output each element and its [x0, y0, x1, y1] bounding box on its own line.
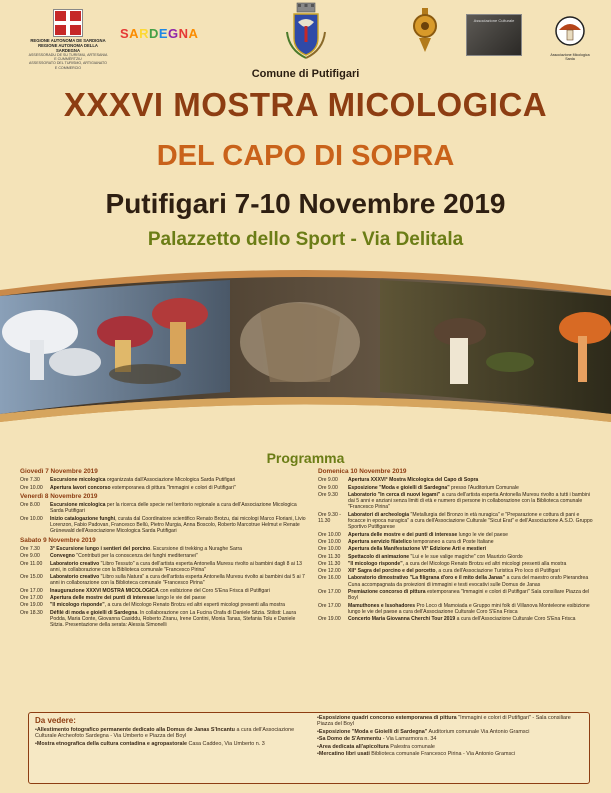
event-time: Ore 19.00: [318, 616, 341, 623]
program-right-column: [318, 466, 598, 624]
event-text: Défilé di moda e gioielli di Sardegna. In collaborazione con La Fucina Orafa di Daniele Sitzia. Stilisti: Laura Podda, Maria Conte, Giovanna Casiddu, Roberto Ziranu, Irene Contini, Monia Tanas, Stefania Tolu e Daniele Sitzia. Presentazione della serata: Alessia Simonelli: [50, 609, 297, 629]
event-time: Ore 9.30: [318, 491, 338, 498]
program-event: [20, 546, 310, 552]
sardegna-letter: R: [139, 26, 149, 41]
sardegna-letter: N: [178, 26, 189, 41]
region-name-italian: REGIONE AUTONOMA DELLA SARDEGNA: [38, 43, 98, 53]
association-gear-icon: [410, 8, 440, 52]
sardegna-letter: S: [120, 26, 130, 41]
comune-crest-icon: [283, 2, 329, 60]
program-event: [318, 512, 598, 531]
event-text: Convegno "Contributi per la conoscenza dei funghi mediterranei": [50, 553, 198, 560]
event-text: XII° Sagra del porcino e del porcetto, a cura dell'Associazione Turistica Pro loco di Putifigari: [348, 568, 560, 575]
event-text: Apertura delle mostre e dei punti di interesse lungo le vie del paese: [348, 531, 508, 538]
comune-name: Comune di Putifigari: [251, 68, 360, 80]
program-left-column: [20, 466, 310, 630]
micologica-logo-text: Associazione Micologica Sarda: [550, 53, 590, 61]
event-time: Ore 10.00: [20, 515, 43, 522]
region-name-sardinian: REGIONE AUTONOMA DE SARDIGNA: [30, 38, 106, 43]
event-text: Escursione micologica per la ricerca delle specie nel territorio regionale a cura dell'Associazione Micologica Sarda Putifigari: [50, 502, 297, 515]
program-event: [20, 477, 310, 483]
da-vedere-item: • Esposizione "Moda e Gioielli di Sardegna" Auditorium comunale Via Antonio Gramsci: [317, 729, 587, 735]
program-event: [20, 602, 310, 608]
event-text: Laboratorio "In cerca di nuovi legami" a cura dell'artista esperta Antonella Muresu rivolto a tutti i bambini dai 5 anni e anziani senza limiti di età e numero di persone in collaborazione con la Biblioteca comunale "Francesco Pirina": [348, 491, 590, 511]
association-photo-logo: [466, 14, 522, 56]
event-text: 3° Escursione lungo i sentieri del porcino. Escursione di trekking a Nuraghe Sarra: [50, 545, 242, 552]
program-event: [20, 502, 310, 515]
sardegna-logo: [120, 26, 198, 41]
sardegna-letter: G: [168, 26, 179, 41]
program-event: [318, 532, 598, 538]
subtitle: DEL CAPO DI SOPRA: [156, 140, 455, 172]
program-event: [20, 516, 310, 535]
program-event: [318, 492, 598, 511]
event-time: Ore 7.30: [20, 477, 40, 484]
program-event: [20, 595, 310, 601]
program-event: [318, 561, 598, 567]
main-title: XXXVI MOSTRA MICOLOGICA: [63, 86, 548, 123]
event-time: Ore 19.00: [20, 602, 43, 609]
program-event: [318, 539, 598, 545]
da-vedere-box: [28, 712, 590, 784]
program-event: [20, 561, 310, 574]
program-event: [318, 603, 598, 616]
sardegna-letter: E: [158, 26, 169, 41]
assessorato-sardinian: ASSESSORADU DE SU TURISMU, ARTESANIA E CUMMÈRTZIU: [28, 53, 108, 62]
event-text: Laboratorio creativo "Libro Tessuto" a cura dell'artista esperta Antonella Muresu rivolto ai bambini dagli 8 ai 13 anni, in collaborazione con la Biblioteca comunale "Francesco Pirina": [50, 560, 302, 573]
da-vedere-item: • Esposizione quadri concorso estemporanea di pittura "Immagini e colori di Putifigari" - Sala consiliare Piazza del Boyl: [317, 715, 587, 728]
event-time: Ore 11.30: [318, 560, 341, 567]
event-text: Laboratorio dimostrativo "La filigrana d'oro e il mito della Janas" a cura del maestro orafo Pierandrea Cuna accompagnata da proiezioni di immagini e testi evocativi sulle Domus de Janas: [348, 575, 589, 588]
mushroom-photo-banner: [0, 262, 611, 442]
event-text: Spettacolo di animazione "Lui e le sue valige magiche" con Maurizio Giordo: [348, 553, 523, 560]
event-time: Ore 9.00: [318, 477, 338, 484]
association-photo-text: Associazione Culturale: [473, 18, 515, 23]
day-heading: Venerdì 8 Novembre 2019: [20, 492, 98, 500]
event-time: Ore 11.30: [318, 553, 341, 560]
event-text: Apertura XXXVI° Mostra Micologica del Capo di Sopra: [348, 477, 479, 484]
event-time: Ore 10.00: [318, 538, 341, 545]
micologica-logo: [550, 16, 590, 61]
event-time: Ore 7.30: [20, 545, 40, 552]
event-text: Premiazione concorso di pittura estemporanea "Immagini e colori di Putifigari" Sala consiliare Piazza del Boyl: [348, 589, 590, 602]
event-time: Ore 11.00: [20, 560, 43, 567]
event-text: "Il micologo risponde", a cura del Micologo Renato Brotzu ed altri micologi presenti alla mostra: [348, 560, 567, 567]
program-event: [20, 553, 310, 559]
day-heading: Domenica 10 Novembre 2019: [318, 468, 407, 475]
program-event: [318, 568, 598, 574]
event-time: Ore 16.00: [318, 575, 341, 582]
event-text: Mamuthones e Issohadores Pro Loco di Mamoiada e Gruppo mini folk di Villanova Monteleone esibizione lungo le vie del paese a cura dell'Associazione Culturale Coro S'Ena Frisca: [348, 602, 590, 615]
event-time: Ore 17.00: [318, 602, 341, 609]
event-text: Apertura lavori concorso estemporanea di pittura "Immagini e colori di Putifigari": [50, 484, 236, 491]
event-text: Apertura servizio filatelico temporaneo a cura di Poste Italiane: [348, 538, 494, 545]
event-time: Ore 17.00: [20, 595, 43, 602]
logo-bar: [0, 0, 611, 70]
program-event: [318, 554, 598, 560]
program-event: [318, 477, 598, 483]
event-time: Ore 17.00: [318, 589, 341, 596]
program-event: [20, 485, 310, 491]
event-time: Ore 9.30 - 11.30: [318, 511, 341, 525]
event-text: Inaugurazione XXXVI MOSTRA MICOLOGICA con esibizione del Coro S'Ena Frisca di Putifigari: [50, 587, 270, 594]
da-vedere-item: • Mostra etnografica della cultura contadina e agropastorale Casa Caddeo, Via Umberto n. 3: [35, 741, 305, 747]
sardegna-letter: A: [188, 26, 199, 41]
event-text: Apertura della Manifestazione VI° Edizione Arti e mestieri: [348, 546, 486, 553]
sardegna-letter: A: [129, 26, 140, 41]
event-text: Escursione micologica organizzata dall'Associazione Micologica Sarda Putifigari: [50, 477, 236, 484]
event-time: Ore 10.00: [318, 531, 341, 538]
program-event: [318, 616, 598, 622]
da-vedere-item: • Area dedicata all'apicoltura Palestra comunale: [317, 744, 587, 750]
event-text: "Il micologo risponde", a cura del Micologo Renato Brotzu ed altri esperti micologi presenti alla mostra: [50, 602, 285, 609]
event-text: Laboratorio creativo "Libro sulla Natura" a cura dell'artista esperta Antonella Muresu rivolto ai bambini dai 5 ai 7 anni in collaborazione con la Biblioteca comunale "Francesco Pirina": [50, 574, 305, 587]
event-time: Ore 15.00: [20, 574, 43, 581]
program-event: [318, 589, 598, 602]
event-dates: Putifigari 7-10 Novembre 2019: [105, 188, 506, 219]
event-time: Ore 9.00: [318, 484, 338, 491]
program-event: [20, 610, 310, 629]
event-time: Ore 10.00: [318, 546, 341, 553]
program-event: [20, 574, 310, 587]
event-text: Inizio catalogazione funghi, curata dal Coordinatore scientifico Renato Brotzu, dai micologi Marco Floriani, Livio Lorenzon, Fabio Padovan, Francesco Bellù, Pietro Murgia, Anna Boscolo, Roberto Marcotrue Helmut e Renate Grünewald dell'Associazione Micologica Sarda Putifigari: [50, 515, 306, 535]
sardegna-letter: D: [148, 26, 159, 41]
program-event: [20, 588, 310, 594]
da-vedere-left: [35, 727, 305, 748]
da-vedere-right: [317, 715, 587, 758]
event-text: Concerto Maria Giovanna Cherchi Tour 2019 a cura dell'Associazione Culturale Coro S'Ena Frisca: [348, 616, 576, 623]
da-vedere-heading: Da vedere:: [35, 716, 76, 725]
da-vedere-item: • Sa Domo de S'Ammentu - Via Lamarmora n. 34: [317, 736, 587, 742]
assessorato-italian: ASSESSORATO DEL TURISMO, ARTIGIANATO E COMMERCIO: [29, 61, 107, 70]
event-text: Laboratori di archeologia "Metallurgia del Bronzo in età nuragica" e "Preparazione e cottura di pani e focacce in epoca nuragica" a cura dell'Associazione Culturale "Sicut Erat" e dell'Associazione A.S.D. Gruppo Sportivo Putifigarese: [348, 511, 593, 531]
event-text: Esposizione "Moda e gioielli di Sardegna" presso l'Auditorium Comunale: [348, 484, 519, 491]
program-title: Programma: [266, 450, 345, 466]
event-venue: Palazzetto dello Sport - Via Delitala: [147, 229, 464, 250]
event-time: Ore 12.00: [318, 568, 341, 575]
event-time: Ore 18.30: [20, 609, 43, 616]
quattro-mori-icon: [54, 10, 82, 36]
event-time: Ore 8.00: [20, 502, 40, 509]
regione-sardegna-logo: [28, 10, 108, 70]
day-heading: Sabato 9 Novembre 2019: [20, 536, 96, 544]
program-event: [318, 485, 598, 491]
event-time: Ore 10.00: [20, 484, 43, 491]
event-time: Ore 9.00: [20, 553, 40, 560]
mushroom-logo-icon: [553, 16, 587, 46]
program-event: [318, 575, 598, 588]
program-event: [318, 546, 598, 552]
event-text: Apertura delle mostre dei punti di interesse lungo le vie del paese: [50, 595, 206, 602]
da-vedere-item: • Mercatino libri usati Biblioteca comunale Francesco Pirina - Via Antonio Gramsci: [317, 751, 587, 757]
da-vedere-item: • Allestimento fotografico permanente dedicato alla Domus de Janas S'Incantu a cura dell'Associazione Culturale Archeofoto Sardegna - Via Umberto e Piazza del Boyl: [35, 727, 305, 740]
day-heading: Giovedì 7 Novembre 2019: [20, 468, 98, 475]
event-time: Ore 17.00: [20, 587, 43, 594]
